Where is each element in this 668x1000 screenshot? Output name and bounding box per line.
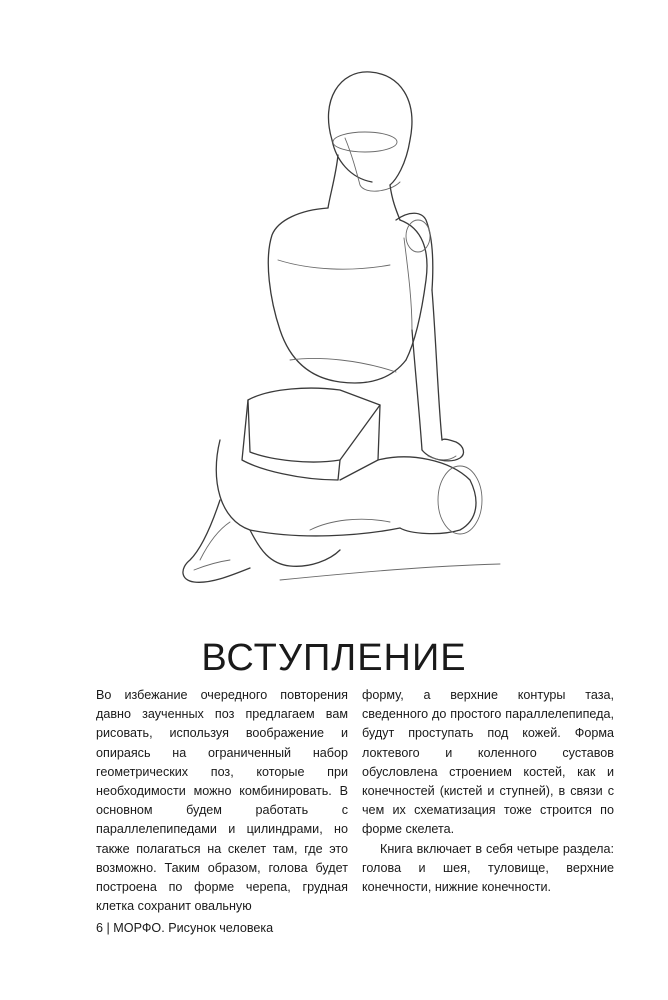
paragraph: Книга включает в себя четыре раздела: голова и шея, туловище, верхние конечности, нижние конечности.	[362, 841, 614, 895]
paragraph: форму, а верхние контуры таза, сведенного до простого параллелепипеда, будут проступать под кожей. Форма локтевого и коленного суставов обусловлена строением костей, как и конечностей (кистей и ступней), в связи с чем их схематизация тоже строится по форме скелета.	[362, 688, 614, 837]
page-number: 6	[96, 921, 104, 935]
paragraph: Во избежание очередного повторения давно заученных поз предлагаем вам рисовать, используя воображение и опираясь на ограниченный набор геометрических поз, которые при необходимости можно комбинировать. В основном будем работать с параллелепипедами и цилиндрами, но также полагаться на скелет там, где это возможно. Таким образом, голова будет построена по форме черепа, грудная клетка сохранит овальную	[96, 688, 348, 914]
text-column-left	[96, 686, 348, 916]
book-title: МОРФО. Рисунок человека	[113, 921, 274, 935]
chapter-heading: ВСТУПЛЕНИЕ	[201, 637, 467, 680]
text-column-right	[362, 686, 614, 897]
figure-sketch-illustration	[160, 60, 520, 620]
footer-separator: |	[106, 921, 110, 935]
page-footer	[96, 921, 273, 935]
